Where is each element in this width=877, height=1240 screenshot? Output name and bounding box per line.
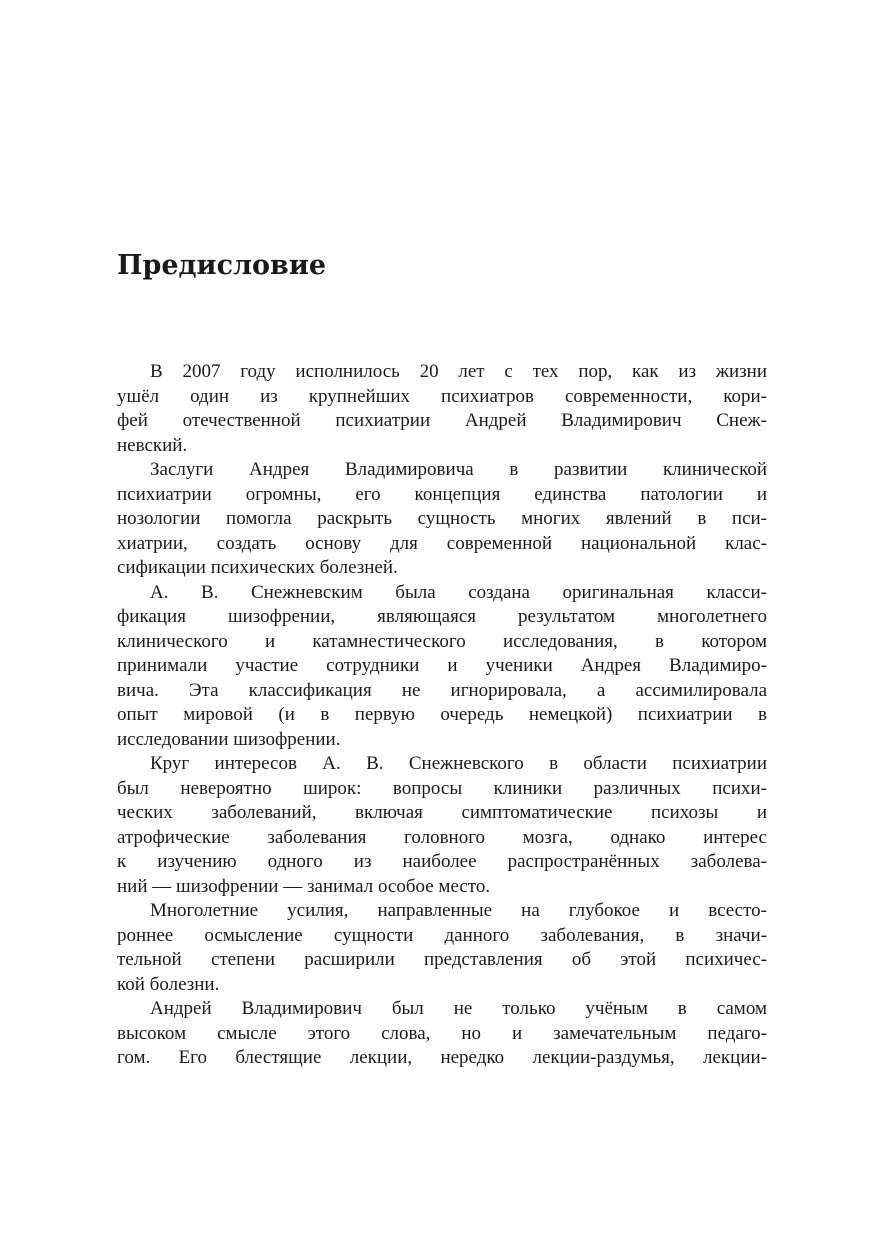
- text-line: принимали участие сотрудники и ученики Андрея Владимиро-: [117, 655, 767, 676]
- text-line: В 2007 году исполнилось 20 лет с тех пор, как из жизни: [150, 361, 767, 382]
- paragraph: [117, 997, 767, 1071]
- text-line: фей отечественной психиатрии Андрей Владимирович Снеж-: [117, 410, 767, 431]
- text-line: клинического и катамнестического исследования, в котором: [117, 630, 767, 652]
- text-line: А. В. Снежневским была создана оригинальная класси-: [150, 581, 767, 603]
- text-line: фикация шизофрении, являющаяся результатом многолетнего: [117, 606, 767, 627]
- text-line: ческих заболеваний, включая симптоматические психозы и: [117, 802, 767, 823]
- text-line: кой болезни.: [117, 973, 220, 995]
- text-line: гом. Его блестящие лекции, нередко лекции-раздумья, лекции-: [117, 1047, 767, 1068]
- text-line: Круг интересов А. В. Снежневского в области психиатрии: [150, 753, 767, 774]
- text-line: психиатрии огромны, его концепция единства патологии и: [117, 483, 767, 505]
- text-line: роннее осмысление сущности данного заболевания, в значи-: [117, 924, 767, 946]
- text-line: Заслуги Андрея Владимировича в развитии клинической: [150, 459, 767, 480]
- text-line: Многолетние усилия, направленные на глубокое и всесто-: [150, 900, 767, 921]
- paragraph: [117, 581, 767, 753]
- text-line: высоком смысле этого слова, но и замечательным педаго-: [117, 1022, 767, 1044]
- text-line: хиатрии, создать основу для современной национальной клас-: [117, 532, 767, 554]
- body-text: [117, 360, 767, 1071]
- paragraph: [117, 360, 767, 458]
- text-line: к изучению одного из наиболее распространённых заболева-: [117, 851, 767, 872]
- text-line: нозологии помогла раскрыть сущность многих явлений в пси-: [117, 508, 767, 529]
- text-line: Андрей Владимирович был не только учёным в самом: [150, 998, 767, 1019]
- paragraph: [117, 752, 767, 899]
- paragraph: [117, 899, 767, 997]
- text-line: был невероятно широк: вопросы клиники различных психи-: [117, 777, 767, 799]
- chapter-heading: Предисловие: [117, 250, 327, 281]
- text-line: вича. Эта классификация не игнорировала, а ассимилировала: [117, 679, 767, 701]
- text-line: тельной степени расширили представления об этой психичес-: [117, 949, 767, 970]
- text-line: ний — шизофрении — занимал особое место.: [117, 875, 491, 897]
- text-line: исследовании шизофрении.: [117, 728, 341, 750]
- text-line: невский.: [117, 434, 188, 456]
- text-line: ушёл один из крупнейших психиатров современности, кори-: [117, 385, 767, 407]
- text-line: атрофические заболевания головного мозга, однако интерес: [117, 826, 767, 848]
- text-line: опыт мировой (и в первую очередь немецкой) психиатрии в: [117, 704, 767, 725]
- text-line: сификации психических болезней.: [117, 557, 398, 578]
- paragraph: [117, 458, 767, 581]
